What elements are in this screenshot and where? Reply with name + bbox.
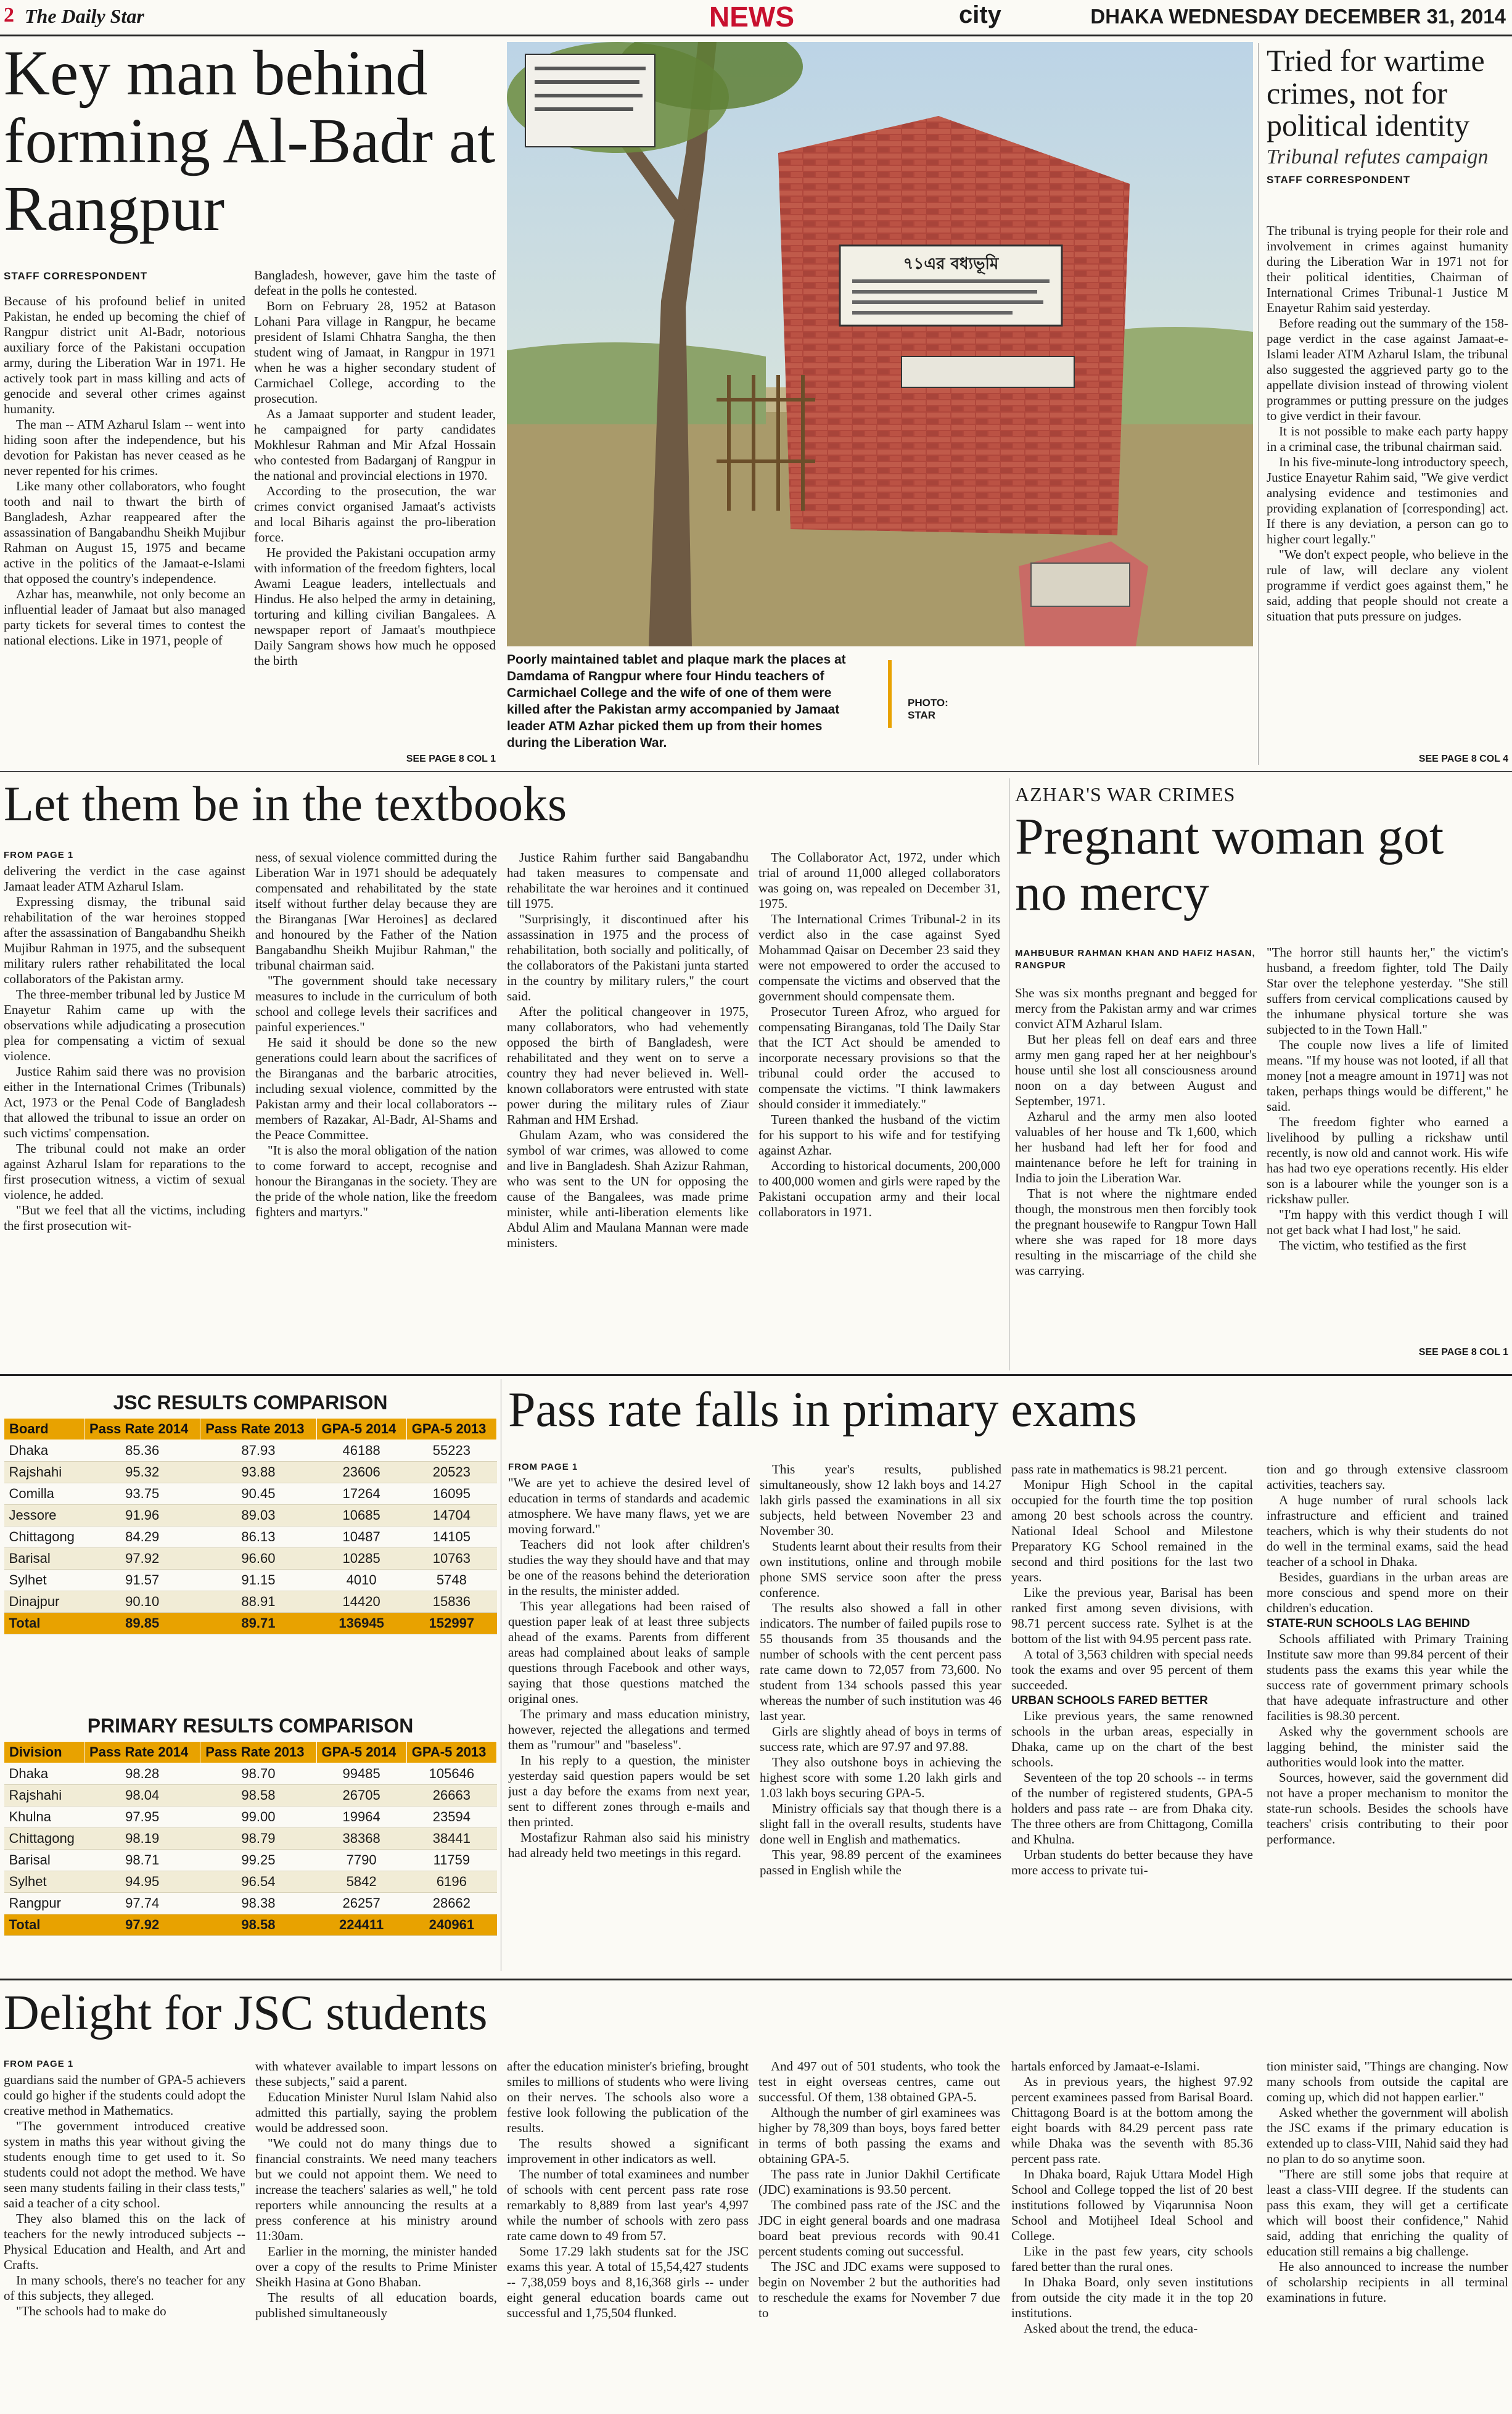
paragraph: "We don't expect people, who believe in the rule of law, will declare any violent programme if verdict goes against them," he said, adding that people should not create a situation that puts pressure on judges. [1267, 547, 1508, 624]
plaque-title: ৭১এর বধ্যভূমি [903, 255, 999, 273]
paragraph: He provided the Pakistani occupation army with information of the freedom fighters, local Awami League leaders, intellectuals and Hindus. He also helped the army in detaining, torturing and killing civilian Bangalees. A newspaper report of Jamaat's mouthpiece Daily Sangram shows how much he opposed the birth [254, 545, 496, 668]
table-cell: Dinajpur [4, 1591, 84, 1613]
table-cell: Sylhet [4, 1871, 84, 1893]
paragraph: after the education minister's briefing, brought smiles to millions of students who were living on their nerves. The schools also wore a festive look following the publication of the results. [507, 2059, 749, 2135]
paragraph: delivering the verdict in the case against Jamaat leader ATM Azharul Islam. [4, 863, 245, 894]
table-cell: 93.75 [84, 1483, 200, 1505]
table-row [4, 1806, 497, 1828]
table-cell: 91.15 [200, 1570, 316, 1591]
story3-col3 [507, 850, 749, 1369]
story4-kicker: AZHAR'S WAR CRIMES [1015, 783, 1236, 805]
table-cell: 19964 [316, 1806, 406, 1828]
table-cell: Khulna [4, 1806, 84, 1828]
table-total-row [4, 1613, 497, 1634]
paragraph: "We are yet to achieve the desired level of education in terms of standards and academic atmosphere. We have many flaws, yet we are moving forward." [508, 1475, 750, 1536]
table-cell: Total [4, 1613, 84, 1634]
story1-col1 [4, 294, 245, 762]
paragraph: After the political changeover in 1975, many collaborators, who had vehemently opposed the birth of Bangladesh, were rehabilitated and they went on to serve a country they had never believed in. Well-known collaborators were entrusted with state power during the military rules of Ziaur Rahman and HM Ershad. [507, 1004, 749, 1127]
table-cell: 84.29 [84, 1526, 200, 1548]
table-cell: 94.95 [84, 1871, 200, 1893]
paragraph: The JSC and JDC exams were supposed to begin on November 2 but the authorities had to reschedule the exams for November 7 due to [758, 2259, 1000, 2320]
table-cell: Barisal [4, 1850, 84, 1871]
paragraph: "The horror still haunts her," the victim's husband, a freedom fighter, told The Daily Star over the telephone yesterday. "She still suffers from cervical complications caused by the inhumane physical torture she was subjected to in the Town Hall." [1267, 945, 1508, 1037]
paragraph: The results showed a significant improvement in other indicators as well. [507, 2136, 749, 2166]
paragraph: Besides, guardians in the urban areas are more conscious and spend more on their children's education. [1267, 1570, 1508, 1615]
paragraph: Like many other collaborators, who fought tooth and nail to thwart the birth of Bangladesh, Azhar reappeared after the assassination of Bangabandhu Sheikh Mujibur Rahman on August 15, 1975 and became active in the politics of the Jamaat-e-Islami that opposed the country's independence. [4, 479, 245, 586]
table-cell: 105646 [406, 1763, 496, 1785]
table-cell: 98.58 [200, 1785, 316, 1806]
table-cell: 38441 [406, 1828, 496, 1850]
table-cell: 152997 [406, 1613, 496, 1634]
paragraph: tion minister said, "Things are changing. Now many schools from outside the capital are coming up, which did not happen earlier." [1267, 2059, 1508, 2104]
paragraph: with whatever available to impart lessons on these subjects," said a parent. [255, 2059, 497, 2089]
paragraph: The pass rate in Junior Dakhil Certificate (JDC) examinations is 93.50 percent. [758, 2167, 1000, 2197]
table-cell: 23606 [316, 1462, 406, 1483]
paragraph: Expressing dismay, the tribunal said rehabilitation of the war heroines stopped after the assassination of Bangabandhu Sheikh Mujibur Rahman in 1975, and the subsequent military rulers rather rehabilitated the local collaborators of the Pakistan army. [4, 894, 245, 986]
table-row [4, 1526, 497, 1548]
paragraph: Girls are slightly ahead of boys in terms of success rate, which are 97.97 and 97.88. [760, 1724, 1001, 1754]
table-row [4, 1548, 497, 1570]
table-cell: 90.45 [200, 1483, 316, 1505]
table-cell: Barisal [4, 1548, 84, 1570]
paragraph: He also announced to increase the number of scholarship recipients in all terminal examinations in future. [1267, 2259, 1508, 2305]
primary-table-body [4, 1763, 497, 1936]
paragraph: The primary and mass education ministry, however, rejected the allegations and termed them as "rumour" and "baseless". [508, 1707, 750, 1752]
table-cell: 85.36 [84, 1440, 200, 1462]
table-cell: Comilla [4, 1483, 84, 1505]
paragraph: The man -- ATM Azharul Islam -- went into hiding soon after the independence, but his devotion for Pakistan has never ceased as he never repented for his crimes. [4, 417, 245, 478]
paragraph: They also blamed this on the lack of teachers for the newly introduced subjects -- Physical Education and Health, and Art and Crafts. [4, 2211, 245, 2272]
paragraph: This year allegations had been raised of question paper leak of at least three subjects ahead of the exams. Parents from different areas had complained about leaks of sample questions through Facebook and other ways, saying that those questions matched the original ones. [508, 1599, 750, 1706]
column-header: GPA-5 2013 [406, 1742, 496, 1763]
table-row [4, 1505, 497, 1526]
story5-headline: Pass rate falls in primary exams [508, 1383, 1137, 1437]
section-divider [0, 771, 1512, 772]
paragraph: Like previous years, the same renowned schools in the urban areas, especially in Dhaka, came up on the chart of the best schools. [1011, 1708, 1253, 1769]
table-cell: Chittagong [4, 1828, 84, 1850]
masthead [0, 0, 1512, 36]
paragraph: In his five-minute-long introductory speech, Justice Enayetur Rahim said, "We give verdict analysing evidence and testimonies and providing explanation of [corresponding] act. If there is any deviation, a person can go to higher court legally." [1267, 455, 1508, 546]
story1-col2 [254, 268, 496, 755]
table-cell: 89.03 [200, 1505, 316, 1526]
section-news: NEWS [709, 1, 794, 33]
story4-headline: Pregnant woman got no mercy [1015, 808, 1444, 921]
story5-col3 [1011, 1462, 1253, 1975]
table-cell: 7790 [316, 1850, 406, 1871]
jsc-table-body [4, 1440, 497, 1634]
column-header: Pass Rate 2013 [200, 1742, 316, 1763]
table-cell: 26257 [316, 1893, 406, 1914]
paragraph: Justice Rahim further said Bangabandhu had taken measures to compensate and rehabilitate the war heroines and it continued till 1975. [507, 850, 749, 911]
paragraph: hartals enforced by Jamaat-e-Islami. [1011, 2059, 1200, 2074]
paragraph: Prosecutor Tureen Afroz, who argued for compensating Biranganas, told The Daily Star that the ICT Act should be amended to incorporate necessary provisions so that the tribunal could order the accused to compensate the victims. "I think lawmakers should consider it immediately." [758, 1004, 1000, 1111]
paragraph: Asked whether the government will abolish the JSC exams if the primary education is extended up to class-VIII, Nahid said they had no plan to do so anytime soon. [1267, 2105, 1508, 2166]
story3-col4 [758, 850, 1000, 1369]
column-header: Division [4, 1742, 84, 1763]
table-cell: 89.85 [84, 1613, 200, 1634]
paragraph: In Dhaka Board, only seven institutions from outside the city made it in the top 20 institutions. [1011, 2275, 1253, 2320]
table-header-row [4, 1419, 497, 1440]
story6-headline: Delight for JSC students [4, 1986, 488, 2040]
story6-col1 [4, 2072, 245, 2410]
paragraph: Ministry officials say that though there is a slight fall in the overall results, students have done well in English and mathematics. [760, 1801, 1001, 1847]
table-cell: 97.92 [84, 1548, 200, 1570]
story6-col2 [255, 2059, 497, 2410]
column-header: Pass Rate 2014 [84, 1742, 200, 1763]
story6-col6 [1267, 2059, 1508, 2410]
table-row [4, 1763, 497, 1785]
paragraph: In his reply to a question, the minister yesterday said question papers would be set just a day before the exams from next year, sent to different zones through e-mails and then printed. [508, 1753, 750, 1829]
paragraph: The couple now lives a life of limited means. "If my house was not looted, if all that money [not a meagre amount in 1971] was not taken, perhaps things would be different," he said. [1267, 1037, 1508, 1114]
table-cell: Rajshahi [4, 1462, 84, 1483]
paragraph: Like the previous year, Barisal has been ranked first among seven divisions, with 98.71 percent success rate. Sylhet is at the bottom of the list with 94.95 percent pass rate. [1011, 1585, 1253, 1646]
paragraph: The combined pass rate of the JSC and the JDC in eight general boards and one madrasa board beat previous records with 90.41 percent students coming out successful. [758, 2198, 1000, 2259]
story6-col3 [507, 2059, 749, 2410]
table-cell: 97.74 [84, 1893, 200, 1914]
table-cell: 95.32 [84, 1462, 200, 1483]
table-cell: 98.58 [200, 1914, 316, 1936]
table-cell: 98.04 [84, 1785, 200, 1806]
table-cell: 98.71 [84, 1850, 200, 1871]
paragraph: That is not where the nightmare ended though, the monstrous men then forcibly took the pregnant housewife to Rangpur Town Hall where she was raped for 18 more days resulting in the miscarriage of the child she was carrying. [1015, 1186, 1257, 1278]
table-cell: 14105 [406, 1526, 496, 1548]
table-cell: 90.10 [84, 1591, 200, 1613]
paragraph: They also outshone boys in achieving the highest score with some 1.20 lakh girls and 1.03 lakh boys securing GPA-5. [760, 1755, 1001, 1800]
subheading: URBAN SCHOOLS FARED BETTER [1011, 1694, 1208, 1707]
paragraph: Justice Rahim said there was no provision either in the International Crimes (Tribunals) Act, 1973 or the Penal Code of Bangladesh that allowed the tribunal to issue an order on such victims' compensation. [4, 1064, 245, 1140]
table-row [4, 1462, 497, 1483]
paragraph: Tureen thanked the husband of the victim for his support to his wife and for testifying against Azhar. [758, 1112, 1000, 1158]
paragraph: The Collaborator Act, 1972, under which trial of around 11,000 alleged collaborators was going on, was repealed on December 31, 1975. [758, 850, 1000, 911]
table-cell: 5842 [316, 1871, 406, 1893]
paragraph: "It is also the moral obligation of the nation to come forward to accept, recognise and honour the Biranganas in the society. They are the pride of the whole nation, like the freedom fighters and martyrs." [255, 1143, 497, 1219]
paragraph: guardians said the number of GPA-5 achievers could go higher if the students could adopt the creative method in Mathematics. [4, 2072, 245, 2118]
story5-col1 [508, 1475, 750, 1975]
paragraph: The International Crimes Tribunal-2 in its verdict also in the case against Syed Mohammad Qaisar on December 23 said they were not empowered to order the accused to compensate the victims and observed that the government should compensate them. [758, 912, 1000, 1003]
story5-col4 [1267, 1462, 1508, 1975]
table-cell: 87.93 [200, 1440, 316, 1462]
table-cell: 98.70 [200, 1763, 316, 1785]
table-cell: 26705 [316, 1785, 406, 1806]
paragraph: "But we feel that all the victims, including the first prosecution wit- [4, 1203, 245, 1233]
table-cell: 20523 [406, 1462, 496, 1483]
table-cell: 11759 [406, 1850, 496, 1871]
paragraph: "I'm happy with this verdict though I will not get back what I had lost," he said. [1267, 1207, 1508, 1237]
story4-jump: SEE PAGE 8 COL 1 [1418, 1347, 1508, 1357]
paragraph: Asked about the trend, the educa- [1024, 2321, 1198, 2336]
paragraph: The three-member tribunal led by Justice M Enayetur Rahim came up with the observations while adjudicating a prosecution plea for compensating a victim of sexual violence. [4, 987, 245, 1063]
table-row [4, 1440, 497, 1462]
paragraph: In Dhaka board, Rajuk Uttara Model High School and College topped the list of 20 best institutions followed by Viqarunnisa Noon School and Motijheel Ideal School and College. [1011, 2167, 1253, 2243]
table-row [4, 1828, 497, 1850]
table-row [4, 1850, 497, 1871]
column-rule [1258, 43, 1259, 765]
paragraph: tion and go through extensive classroom activities, teachers say. [1267, 1462, 1508, 1492]
table-cell: 15836 [406, 1591, 496, 1613]
table-cell: 99.00 [200, 1806, 316, 1828]
story3-headline: Let them be in the textbooks [4, 777, 567, 831]
paragraph: A total of 3,563 children with special needs took the exams and over 95 percent of them succeeded. [1011, 1647, 1253, 1692]
table-cell: 91.57 [84, 1570, 200, 1591]
paragraph: Bangladesh, however, gave him the taste of defeat in the polls he contested. [254, 268, 496, 298]
story5-col2 [760, 1462, 1001, 1975]
story3-col1 [4, 863, 245, 1369]
news-photo [507, 42, 1253, 646]
story4-byline: MAHBUBUR RAHMAN KHAN AND HAFIZ HASAN, RANGPUR [1015, 948, 1255, 971]
paragraph: The results also showed a fall in other indicators. The number of failed pupils rose to 55 thousands from 35 thousands and the number of schools with the cent percent pass rate came down to 72,057 from 73,600. No student from 134 schools passed this year whereas the number of such institution was 46 last year. [760, 1600, 1001, 1723]
photo-caption: Poorly maintained tablet and plaque mark the places at Damdama of Rangpur where four Hindu teachers of Carmichael College and the wife of one of them were killed after the Pakistan army accompanied by Jamaat leader ATM Azhar picked them up from their homes during the Liberation War. [507, 653, 846, 750]
column-header: GPA-5 2014 [316, 1742, 406, 1763]
table-cell: 16095 [406, 1483, 496, 1505]
section-city: city [959, 1, 1001, 28]
table-cell: 55223 [406, 1440, 496, 1462]
story2-jump: SEE PAGE 8 COL 4 [1418, 754, 1508, 764]
table-cell: 91.96 [84, 1505, 200, 1526]
table-cell: 10685 [316, 1505, 406, 1526]
table-cell: 98.28 [84, 1763, 200, 1785]
table-cell: Jessore [4, 1505, 84, 1526]
table-cell: 93.88 [200, 1462, 316, 1483]
paragraph: But her pleas fell on deaf ears and three army men gang raped her at her neighbour's house until she lost all consciousness around noon on a day between August and September, 1971. [1015, 1032, 1257, 1108]
paragraph: As in previous years, the highest 97.92 percent examinees passed from Barisal Board. Chittagong Board is at the bottom among the eight boards with 84.29 percent pass rate while Dhaka was the seventh with 85.36 percent pass rate. [1011, 2074, 1253, 2166]
table-cell: 38368 [316, 1828, 406, 1850]
caption-accent [888, 660, 892, 728]
photo-credit: PHOTO: STAR [908, 697, 948, 721]
table-cell: Sylhet [4, 1570, 84, 1591]
table-cell: Chittagong [4, 1526, 84, 1548]
page-number: 2 [4, 4, 14, 27]
table-cell: 96.60 [200, 1548, 316, 1570]
story2-subhead: Tribunal refutes campaign [1267, 145, 1489, 168]
photo-illustration [507, 42, 1253, 646]
story5-from: FROM PAGE 1 [508, 1462, 578, 1472]
table-total-row [4, 1914, 497, 1936]
table-row [4, 1785, 497, 1806]
paragraph: Teachers did not look after children's studies the way they should have and that may be one of the reasons behind the deterioration in the results, the minister added. [508, 1537, 750, 1598]
paper-name: The Daily Star [25, 5, 144, 27]
table-cell: 6196 [406, 1871, 496, 1893]
paragraph: Like in the past few years, city schools fared better than the rural ones. [1011, 2244, 1253, 2274]
table-cell: 10285 [316, 1548, 406, 1570]
paragraph: Born on February 28, 1952 at Batason Lohani Para village in Rangpur, he became president of Islami Chhatra Sangha, the then student wing of Jamaat, in Rangpur in 1971 when he was a higher secondary student of Carmichael College, according to the prosecution. [254, 299, 496, 406]
table-cell: 17264 [316, 1483, 406, 1505]
paragraph: Before reading out the summary of the 158-page verdict in the case against Jamaat-e-Islami leader ATM Azharul Islam, the tribunal also suggested the aggrieved party go to the appellate division instead of throwing violent programmes or putting pressure on the judges to give verdict in their favour. [1267, 316, 1508, 423]
table-row [4, 1591, 497, 1613]
table-cell: 98.38 [200, 1893, 316, 1914]
paragraph: "The schools had to make do [16, 2304, 166, 2318]
table-cell: Rajshahi [4, 1785, 84, 1806]
table-cell: 88.91 [200, 1591, 316, 1613]
story3-from: FROM PAGE 1 [4, 850, 74, 860]
paragraph: Urban students do better because they have more access to private tui- [1011, 1847, 1253, 1877]
table-cell: Total [4, 1914, 84, 1936]
table-cell: 240961 [406, 1914, 496, 1936]
table-row [4, 1483, 497, 1505]
paragraph: pass rate in mathematics is 98.21 percent. [1011, 1462, 1227, 1477]
paragraph: Azhar has, meanwhile, not only become an influential leader of Jamaat but also managed party tickets for several times to contest the national elections. Like in 1971, people of [4, 587, 245, 648]
paragraph: She was six months pregnant and begged for mercy from the Pakistan army and war crimes convict ATM Azharul Islam. [1015, 986, 1257, 1031]
table-cell: 10763 [406, 1548, 496, 1570]
table-cell: 96.54 [200, 1871, 316, 1893]
column-header: Board [4, 1419, 84, 1440]
table-cell: 136945 [316, 1613, 406, 1634]
table-row [4, 1570, 497, 1591]
table-row [4, 1893, 497, 1914]
story1-byline: STAFF CORRESPONDENT [4, 270, 148, 282]
story6-from: FROM PAGE 1 [4, 2059, 74, 2069]
table-cell: 14420 [316, 1591, 406, 1613]
table-cell: 28662 [406, 1893, 496, 1914]
table-cell: 99.25 [200, 1850, 316, 1871]
paragraph: He said it should be done so the new generations could learn about the sacrifices of the Biranganas and the barbaric atrocities, including sexual violence, committed by the Pakistan army and their local collaborators -- members of Razakar, Al-Badr, Al-Shams and the Peace Committee. [255, 1035, 497, 1142]
table-cell: 4010 [316, 1570, 406, 1591]
paragraph: Education Minister Nurul Islam Nahid also admitted this partially, saying the problem would be addressed soon. [255, 2090, 497, 2135]
paragraph: Sources, however, said the government did not have a proper mechanism to monitor the state-run schools. Besides the schools have teachers' crisis contributing to their poor performance. [1267, 1770, 1508, 1847]
table-cell: 89.71 [200, 1613, 316, 1634]
paragraph: "The government should take necessary measures to include in the curriculum of both school and college levels their sacrifices and painful experiences." [255, 973, 497, 1034]
table-cell: 98.19 [84, 1828, 200, 1850]
paragraph: Because of his profound belief in united Pakistan, he ended up becoming the chief of Rangpur district unit Al-Badr, notorious auxiliary force of the Pakistani occupation army, during the Liberation War in 1971. He actively took part in mass killing and acts of genocide and several other crimes against humanity. [4, 294, 245, 416]
paragraph: "The government introduced creative system in maths this year without giving the students enough time to get used to it. So students could not adopt the method. We have seen many students failing in their class tests," said a teacher of a city school. [4, 2119, 245, 2210]
story2-body [1267, 223, 1508, 752]
story2-headline: Tried for wartime crimes, not for political identity [1267, 43, 1485, 142]
table-row [4, 1871, 497, 1893]
paragraph: Asked why the government schools are lagging behind, the minister said the authorities would look into the matter. [1267, 1724, 1508, 1769]
column-header: Pass Rate 2013 [200, 1419, 316, 1440]
story2 [1267, 44, 1508, 186]
paragraph: Schools affiliated with Primary Training Institute saw more than 99.84 percent of their students pass the exams this year while the success rate of government primary schools that have adequate infrastructure and other facilities is 98.30 percent. [1267, 1631, 1508, 1723]
table-cell: Dhaka [4, 1440, 84, 1462]
primary-table-title: PRIMARY RESULTS COMPARISON [87, 1715, 414, 1737]
paragraph: Mostafizur Rahman also said his ministry had already held two meetings in this regard. [508, 1830, 750, 1860]
table-cell: 224411 [316, 1914, 406, 1936]
table-cell: 5748 [406, 1570, 496, 1591]
table-cell: 97.95 [84, 1806, 200, 1828]
paragraph: It is not possible to make each party happy in a criminal case, the tribunal chairman said. [1267, 424, 1508, 454]
table-cell: 14704 [406, 1505, 496, 1526]
paragraph: The results of all education boards, published simultaneously [255, 2290, 497, 2320]
table-cell: 10487 [316, 1526, 406, 1548]
paragraph: As a Jamaat supporter and student leader, he campaigned for party candidates Mokhlesur Rahman and Mir Afzal Hossain who contested from Badarganj of Rangpur in the national and provincial elections in 1970. [254, 406, 496, 483]
column-header: Pass Rate 2014 [84, 1419, 200, 1440]
table-cell: 86.13 [200, 1526, 316, 1548]
paragraph: Seventeen of the top 20 schools -- in terms of the number of registered students, GPA-5 holders and pass rate -- are from Dhaka city. The three others are from Chittagong, Comilla and Khulna. [1011, 1770, 1253, 1847]
paragraph: The tribunal could not make an order against Azharul Islam for reparations to the first prosecution witness, a victim of sexual violence, he added. [4, 1141, 245, 1202]
jsc-table-title: JSC RESULTS COMPARISON [113, 1391, 388, 1414]
story2-byline: STAFF CORRESPONDENT [1267, 173, 1411, 186]
paragraph: Although the number of girl examinees was higher by 78,309 than boys, boys fared better in terms of both passing the exams and obtaining GPA-5. [758, 2105, 1000, 2166]
section-divider [0, 1374, 1512, 1376]
paragraph: According to the prosecution, the war crimes convict organised Jamaat's activists and local Biharis against the pro-liberation force. [254, 484, 496, 545]
paragraph: And 497 out of 501 students, who took the test in eight overseas centres, came out successful. Of them, 138 obtained GPA-5. [758, 2059, 1000, 2104]
paragraph: "There are still some jobs that require at least a class-VIII degree. If the students can pass this exam, they will get a certificate which will boost their confidence," Nahid said, adding that enriching the quality of education still remains a big challenge. [1267, 2167, 1508, 2259]
story6-col4 [758, 2059, 1000, 2410]
column-header: GPA-5 2013 [406, 1419, 496, 1440]
subheading: STATE-RUN SCHOOLS LAG BEHIND [1267, 1617, 1470, 1630]
primary-table [4, 1741, 497, 1936]
jsc-table [4, 1418, 497, 1634]
table-cell: 98.79 [200, 1828, 316, 1850]
story3-col2 [255, 850, 497, 1369]
table-cell: 23594 [406, 1806, 496, 1828]
dateline: DHAKA WEDNESDAY DECEMBER 31, 2014 [1090, 5, 1506, 28]
paragraph: Monipur High School in the capital occupied for the fourth time the top position among 20 best schools across the country. National Ideal School and Milestone Preparatory KG School remained in the second and third positions for the last two years. [1011, 1477, 1253, 1584]
table-cell: Rangpur [4, 1893, 84, 1914]
jsc-results-table [4, 1391, 497, 1634]
table-cell: 46188 [316, 1440, 406, 1462]
story1-jump: SEE PAGE 8 COL 1 [406, 754, 496, 764]
section-divider [0, 1979, 1512, 1980]
paragraph: In many schools, there's no teacher for any of this subjects, they alleged. [4, 2273, 245, 2303]
paragraph: Some 17.29 lakh students sat for the JSC exams this year. A total of 15,54,427 students -- 7,38,059 boys and 8,16,368 girls -- under eight general education boards came out successful and 1,75,504 flunked. [507, 2244, 749, 2320]
primary-results-table [4, 1715, 497, 1936]
table-cell: Dhaka [4, 1763, 84, 1785]
story4-col1 [1015, 986, 1257, 1369]
paragraph: The victim, who testified as the first [1279, 1238, 1466, 1253]
paragraph: Students learnt about their results from their own institutions, online and through mobile phone SMS service soon after the press conference. [760, 1539, 1001, 1600]
story4-col2 [1267, 945, 1508, 1346]
paragraph: "Surprisingly, it discontinued after his assassination in 1975 and the process of rehabilitation, both socially and politically, of the collaborators of the Pakistani junta started in the country by military rulers," the court said. [507, 912, 749, 1003]
paragraph: Earlier in the morning, the minister handed over a copy of the results to Prime Minister Sheikh Hasina at Gono Bhaban. [255, 2244, 497, 2289]
paragraph: Ghulam Azam, who was considered the symbol of war crimes, was allowed to come and live in Bangladesh. Shah Azizur Rahman, who was sent to the UN for opposing the cause of the Bangalees, was made prime minister, while anti-liberation elements like Abdul Alim and Maulana Mannan were made ministers. [507, 1127, 749, 1250]
table-cell: 97.92 [84, 1914, 200, 1936]
paragraph: This year's results, published simultaneously, show 12 lakh boys and 14.27 lakh girls passed the examinations in all six subjects, held between November 23 and November 30. [760, 1462, 1001, 1538]
paragraph: "We could not do many things due to financial constraints. We need many teachers but we could not appoint them. We need to increase the teachers' salaries as well," he told reporters while announcing the results at a press conference at his ministry around 11:30am. [255, 2136, 497, 2243]
paragraph: The tribunal is trying people for their role and involvement in crimes against humanity during the Liberation War in 1971 not for their political identities, Chairman of International Crimes Tribunal-1 Justice M Enayetur Rahim said yesterday. [1267, 223, 1508, 315]
paragraph: A huge number of rural schools lack infrastructure and efficient and trained teachers, which is why their students do not do well in the terminal exams, said the head teacher of a school in Dhaka. [1267, 1493, 1508, 1569]
paragraph: The number of total examinees and number of schools with cent percent pass rate rose remarkably to 8,889 from last year's 4,997 while the number of schools with zero pass rate came down to 49 from 57. [507, 2167, 749, 2243]
table-header-row [4, 1742, 497, 1763]
paragraph: ness, of sexual violence committed during the Liberation War in 1971 should be adequately compensated and rehabilitated by the state itself without further delay because they are the Biranganas [War Heroines] as declared and honoured by the Father of the Nation Bangabandhu Sheikh Mujibur Rahman," the tribunal chairman said. [255, 850, 497, 973]
table-cell: 26663 [406, 1785, 496, 1806]
paragraph: According to historical documents, 200,000 to 400,000 women and girls were raped by the Pakistani occupation army and their local collaborators in 1971. [758, 1158, 1000, 1219]
story1-headline: Key man behind forming Al-Badr at Rangpur [4, 38, 496, 245]
story6-col5 [1011, 2059, 1253, 2410]
column-header: GPA-5 2014 [316, 1419, 406, 1440]
table-cell: 99485 [316, 1763, 406, 1785]
paragraph: Azharul and the army men also looted valuables of her house and Tk 1,600, which her husband had left her for food and maintenance before he left for training in India to join the Liberation War. [1015, 1109, 1257, 1185]
paragraph: This year, 98.89 percent of the examinees passed in English while the [760, 1847, 1001, 1877]
paragraph: The freedom fighter who earned a livelihood by pulling a rickshaw until recently, is now old and cannot work. His wife has had two eye operations recently. His elder son is a labourer while the younger son is a rickshaw puller. [1267, 1114, 1508, 1206]
